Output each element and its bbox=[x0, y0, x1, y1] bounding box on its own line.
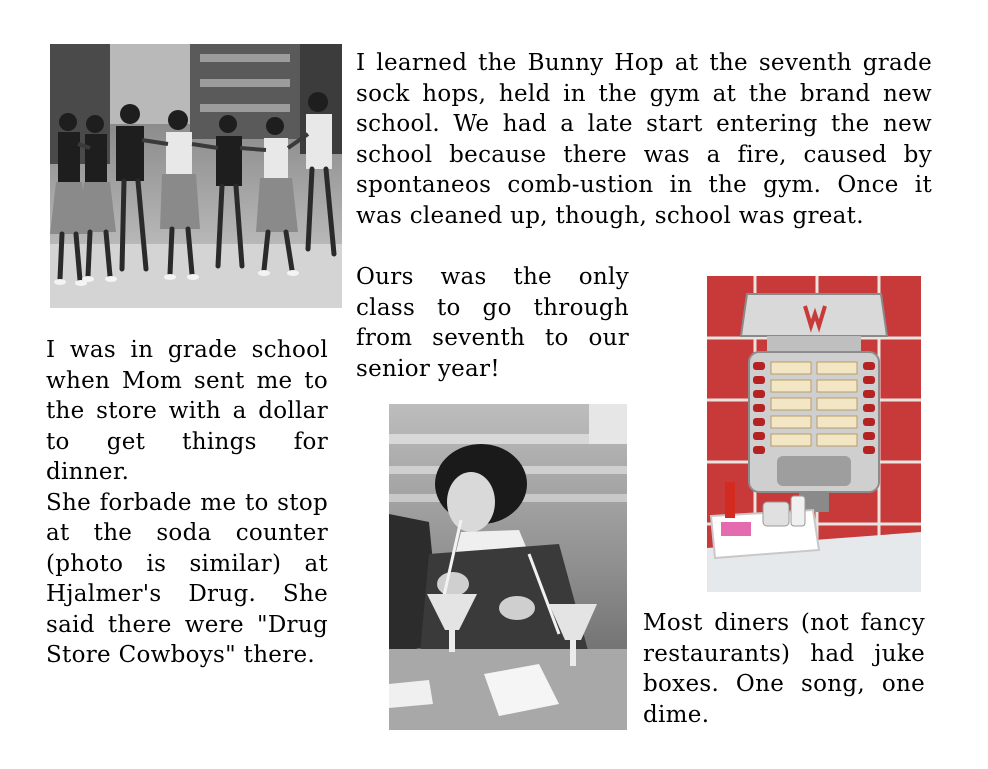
juke-boxes-text: Most diners (not fancy restaurants) had juke boxes. One song, one dime. bbox=[643, 610, 925, 728]
jukebox-photo bbox=[707, 276, 921, 592]
soda-counter-girl-image bbox=[389, 404, 627, 730]
tabletop-jukebox-image bbox=[707, 276, 921, 592]
soda-counter-text: She forbade me to stop at the soda counter (photo is similar) at Hjalmer's Drug. She said there were "Drug Store Cowboys" there. bbox=[46, 489, 328, 668]
bunny-hop-photo bbox=[50, 44, 342, 308]
sock-hops-text: I learned the Bunny Hop at the seventh grade sock hops, held in the gym at the brand new school. We had a late start entering the new school because there was a fire, caused by spontaneos comb-ustion in the gym. Once it was cleaned up, though, school was great. bbox=[356, 50, 932, 229]
grade-school-paragraph bbox=[46, 335, 328, 671]
grade-school-text: I was in grade school when Mom sent me to the store with a dollar to get things for dinner. bbox=[46, 337, 328, 485]
soda-counter-photo bbox=[389, 404, 627, 730]
sock-hops-paragraph bbox=[356, 48, 932, 231]
only-class-paragraph bbox=[356, 262, 629, 384]
bunny-hop-dancers-image bbox=[50, 44, 342, 308]
juke-boxes-paragraph bbox=[643, 608, 925, 730]
only-class-text: Ours was the only class to go through from seventh to our senior year! bbox=[356, 264, 629, 382]
